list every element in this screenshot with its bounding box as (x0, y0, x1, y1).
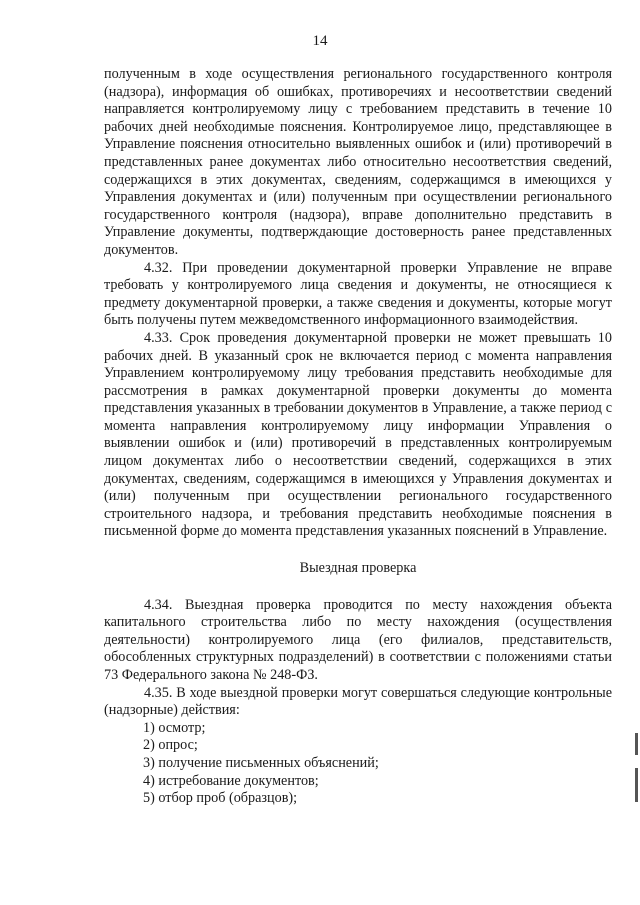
scan-edge-mark (635, 733, 638, 755)
document-body (104, 66, 612, 808)
paragraph-4-35: 4.35. В ходе выездной проверки могут совершаться следующие контрольные (надзорные) действия: (104, 684, 612, 719)
list-item: 4) истребование документов; (143, 772, 319, 789)
list-item: 1) осмотр; (143, 719, 206, 736)
scan-edge-mark (635, 768, 638, 802)
paragraph-continuation: полученным в ходе осуществления регионального государственного контроля (надзора), информация об ошибках, противоречиях и несоответствии сведений направляется контролируемому лицу с требованием представить в течение 10 рабочих дней необходимые пояснения. Контролируемое лицо, представляющее в Управление пояснения относительно выявленных ошибок и (или) противоречий в представленных ранее документах либо относительно несоответствия сведений, содержащихся в этих документах, сведениям, содержащимся в имеющихся у Управления документах и (или) полученным при осуществлении регионального государственного контроля (надзора), вправе дополнительно представить в Управление документы, подтверждающие достоверность ранее представленных документов. (104, 66, 612, 258)
list-item: 2) опрос; (143, 737, 198, 754)
list-item: 5) отбор проб (образцов); (143, 790, 298, 807)
paragraph-4-33: 4.33. Срок проведения документарной проверки не может превышать 10 рабочих дней. В указанный срок не включается период с момента направления Управлением контролируемому лицу требования представить необходимые для рассмотрения в рамках документарной проверки документы до момента представления указанных в требовании документов в Управление, а также период с момента направления контролируемому лицу информации Управления о выявлении ошибок и (или) противоречий в представленных контролируемым лицом документах либо о несоответствии сведений, содержащихся в этих документах, сведениям, содержащимся в имеющихся у Управления документах и (или) полученным при осуществлении регионального государственного строительного надзора, и требования представить необходимые пояснения в письменной форме до момента представления указанных пояснений в Управление. (104, 329, 612, 540)
section-heading: Выездная проверка (299, 560, 417, 577)
page-number: 14 (312, 33, 328, 49)
paragraph-4-32: 4.32. При проведении документарной проверки Управление не вправе требовать у контролируемого лица сведения и документы, не относящиеся к предмету документарной проверки, а также сведения и документы, которые могут быть получены путем межведомственного информационного взаимодействия. (104, 259, 612, 329)
paragraph-4-34: 4.34. Выездная проверка проводится по месту нахождения объекта капитального строительства либо по месту нахождения (осуществления деятельности) контролируемого лица (его филиалов, представительств, обособленных структурных подразделений) в соответствии с положениями статьи 73 Федерального закона № 248-ФЗ. (104, 596, 612, 683)
list-item: 3) получение письменных объяснений; (143, 754, 379, 771)
action-list (104, 720, 612, 808)
